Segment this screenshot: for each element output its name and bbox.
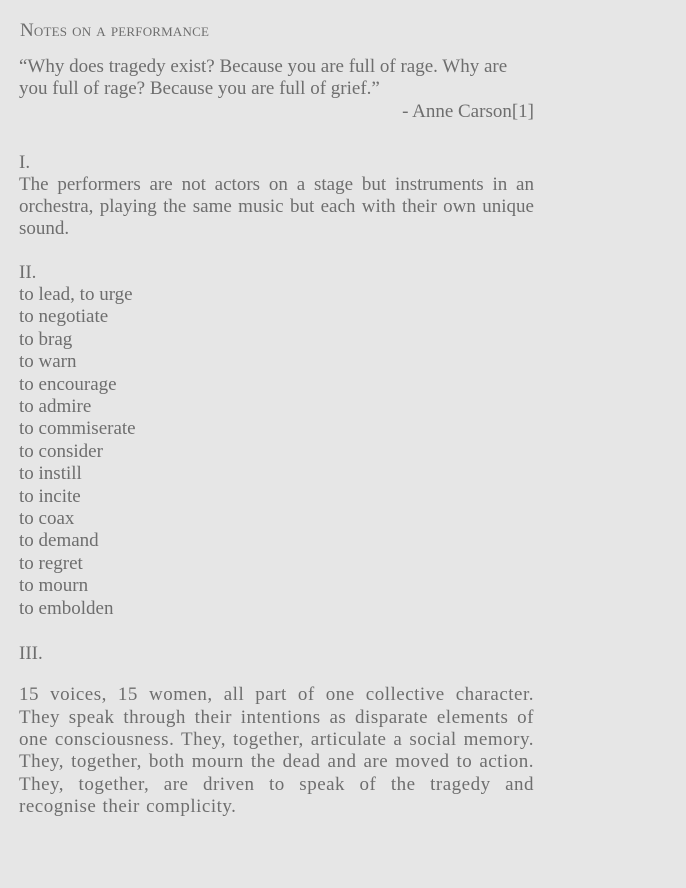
list-item: to negotiate <box>19 306 109 328</box>
list-item: to embolden <box>19 597 114 619</box>
section-1 <box>19 152 534 240</box>
list-item: to mourn <box>19 575 89 597</box>
section-2-heading: II. <box>19 262 37 283</box>
section-3-text: 15 voices, 15 women, all part of one collective character. They speak through their intentions as disparate elements of one consciousness. They, together, articulate a social memory. They, together, both mourn the dead and are moved to action. They, together, are driven to speak of the tragedy and recognise their complicity. <box>19 684 534 818</box>
section-1-heading: I. <box>19 152 31 173</box>
list-item: to incite <box>19 485 81 507</box>
epigraph-attribution: - Anne Carson[1] <box>402 101 534 122</box>
list-item: to demand <box>19 530 99 552</box>
list-item: to commiserate <box>19 418 136 440</box>
section-1-text: The performers are not actors on a stage but instruments in an orchestra, playing the same music but each with their own unique sound. <box>19 174 534 239</box>
section-3 <box>19 643 534 818</box>
document-title: Notes on a performance <box>20 20 210 41</box>
verb-list <box>19 284 534 620</box>
list-item: to lead, to urge <box>19 284 133 305</box>
list-item: to brag <box>19 328 73 350</box>
list-item: to warn <box>19 351 77 373</box>
list-item: to instill <box>19 463 82 485</box>
list-item: to regret <box>19 552 83 574</box>
section-2 <box>19 262 534 620</box>
epigraph-quote: “Why does tragedy exist? Because you are full of rage. Why are you full of rage? Because you are full of grief.” <box>19 56 508 99</box>
list-item: to coax <box>19 508 75 530</box>
list-item: to encourage <box>19 373 117 395</box>
list-item: to admire <box>19 396 92 418</box>
list-item: to consider <box>19 440 103 462</box>
section-3-heading: III. <box>19 643 43 665</box>
